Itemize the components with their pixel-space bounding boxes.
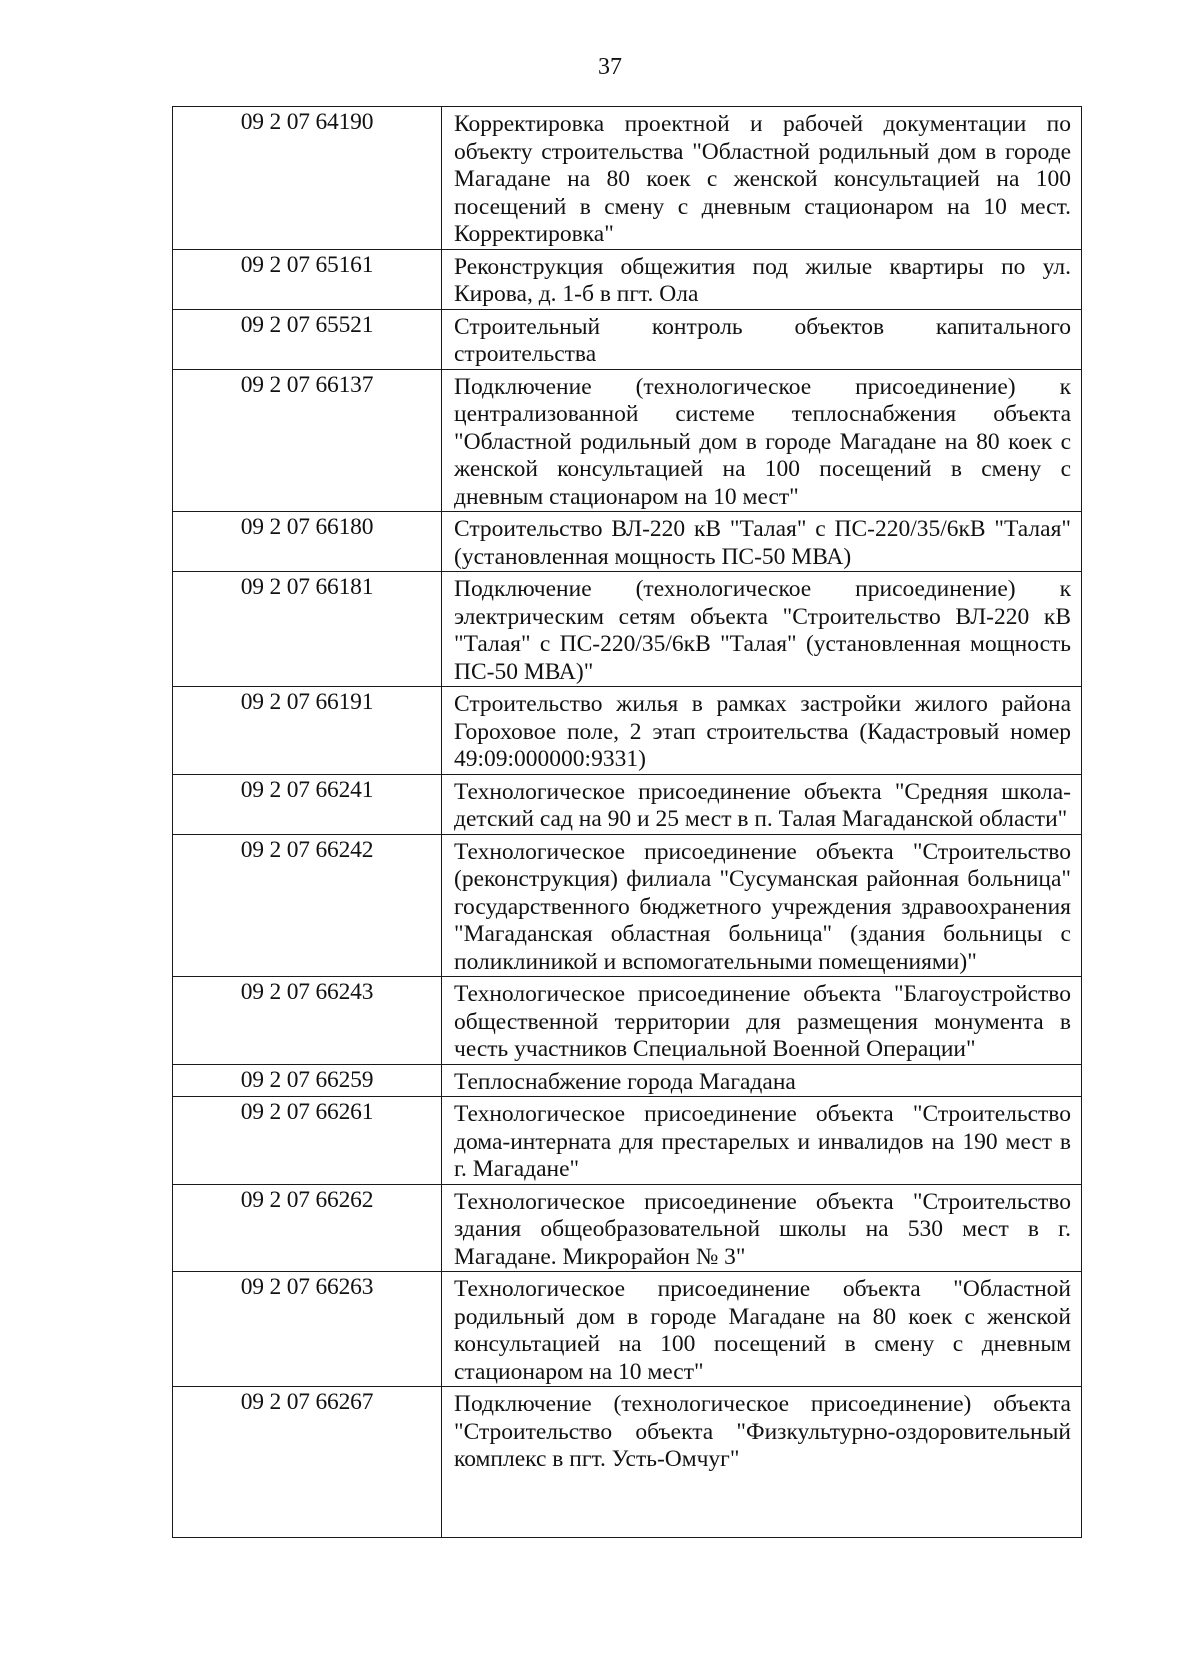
table-row <box>173 572 1082 687</box>
row-description: Технологическое присоединение объекта "Областной родильный дом в городе Магадане на 80 коек с женской консультацией на 100 посещений в смену с дневным стационаром на 10 мест" <box>442 1272 1082 1387</box>
row-code: 09 2 07 66242 <box>173 834 442 977</box>
row-code: 09 2 07 66261 <box>173 1097 442 1185</box>
row-code: 09 2 07 66267 <box>173 1387 442 1538</box>
row-description: Строительство жилья в рамках застройки жилого района Гороховое поле, 2 этап строительства (Кадастровый номер 49:09:000000:9331) <box>442 687 1082 775</box>
row-description: Технологическое присоединение объекта "Благоустройство общественной территории для размещения монумента в честь участников Специальной Военной Операции" <box>442 977 1082 1065</box>
row-description: Строительный контроль объектов капитального строительства <box>442 309 1082 369</box>
table-row <box>173 512 1082 572</box>
row-description: Технологическое присоединение объекта "Строительство дома-интерната для престарелых и инвалидов на 190 мест в г. Магадане" <box>442 1097 1082 1185</box>
row-code: 09 2 07 66263 <box>173 1272 442 1387</box>
row-code: 09 2 07 66262 <box>173 1184 442 1272</box>
row-description: Технологическое присоединение объекта "Строительство здания общеобразовательной школы на 530 мест в г. Магадане. Микрорайон № 3" <box>442 1184 1082 1272</box>
table-row <box>173 107 1082 250</box>
table-row <box>173 1064 1082 1097</box>
table-row <box>173 309 1082 369</box>
table-row <box>173 369 1082 512</box>
row-code: 09 2 07 66137 <box>173 369 442 512</box>
row-code: 09 2 07 64190 <box>173 107 442 250</box>
page-number: 37 <box>598 54 622 80</box>
row-code: 09 2 07 65521 <box>173 309 442 369</box>
table-row <box>173 687 1082 775</box>
row-code: 09 2 07 66259 <box>173 1064 442 1097</box>
table-row <box>173 1184 1082 1272</box>
table-row <box>173 1097 1082 1185</box>
table-row <box>173 977 1082 1065</box>
row-description: Подключение (технологическое присоединение) к централизованной системе теплоснабжения объекта "Областной родильный дом в городе Магадане на 80 коек с женской консультацией на 100 посещений в смену с дневным стационаром на 10 мест" <box>442 369 1082 512</box>
row-description: Технологическое присоединение объекта "Средняя школа-детский сад на 90 и 25 мест в п. Талая Магаданской области" <box>442 774 1082 834</box>
table-row <box>173 1387 1082 1538</box>
expenditure-codes-table <box>172 106 1082 1538</box>
table-row <box>173 774 1082 834</box>
row-code: 09 2 07 66243 <box>173 977 442 1065</box>
table-row <box>173 1272 1082 1387</box>
table-row <box>173 249 1082 309</box>
table-row <box>173 834 1082 977</box>
row-description: Строительство ВЛ-220 кВ "Талая" с ПС-220/35/6кВ "Талая" (установленная мощность ПС-50 МВА) <box>442 512 1082 572</box>
row-code: 09 2 07 66180 <box>173 512 442 572</box>
row-description: Реконструкция общежития под жилые квартиры по ул. Кирова, д. 1-б в пгт. Ола <box>442 249 1082 309</box>
row-description: Корректировка проектной и рабочей документации по объекту строительства "Областной родильный дом в городе Магадане на 80 коек с женской консультацией на 100 посещений в смену с дневным стационаром на 10 мест. Корректировка" <box>442 107 1082 250</box>
row-code: 09 2 07 66181 <box>173 572 442 687</box>
row-code: 09 2 07 65161 <box>173 249 442 309</box>
row-code: 09 2 07 66241 <box>173 774 442 834</box>
row-description: Теплоснабжение города Магадана <box>442 1064 1082 1097</box>
row-description: Подключение (технологическое присоединение) объекта "Строительство объекта "Физкультурно-оздоровительный комплекс в пгт. Усть-Омчуг" <box>442 1387 1082 1538</box>
row-description: Подключение (технологическое присоединение) к электрическим сетям объекта "Строительство ВЛ-220 кВ "Талая" с ПС-220/35/6кВ "Талая" (установленная мощность ПС-50 МВА)" <box>442 572 1082 687</box>
row-description: Технологическое присоединение объекта "Строительство (реконструкция) филиала "Сусуманская районная больница" государственного бюджетного учреждения здравоохранения "Магаданская областная больница" (здания больницы с поликлиникой и вспомогательными помещениями)" <box>442 834 1082 977</box>
row-code: 09 2 07 66191 <box>173 687 442 775</box>
